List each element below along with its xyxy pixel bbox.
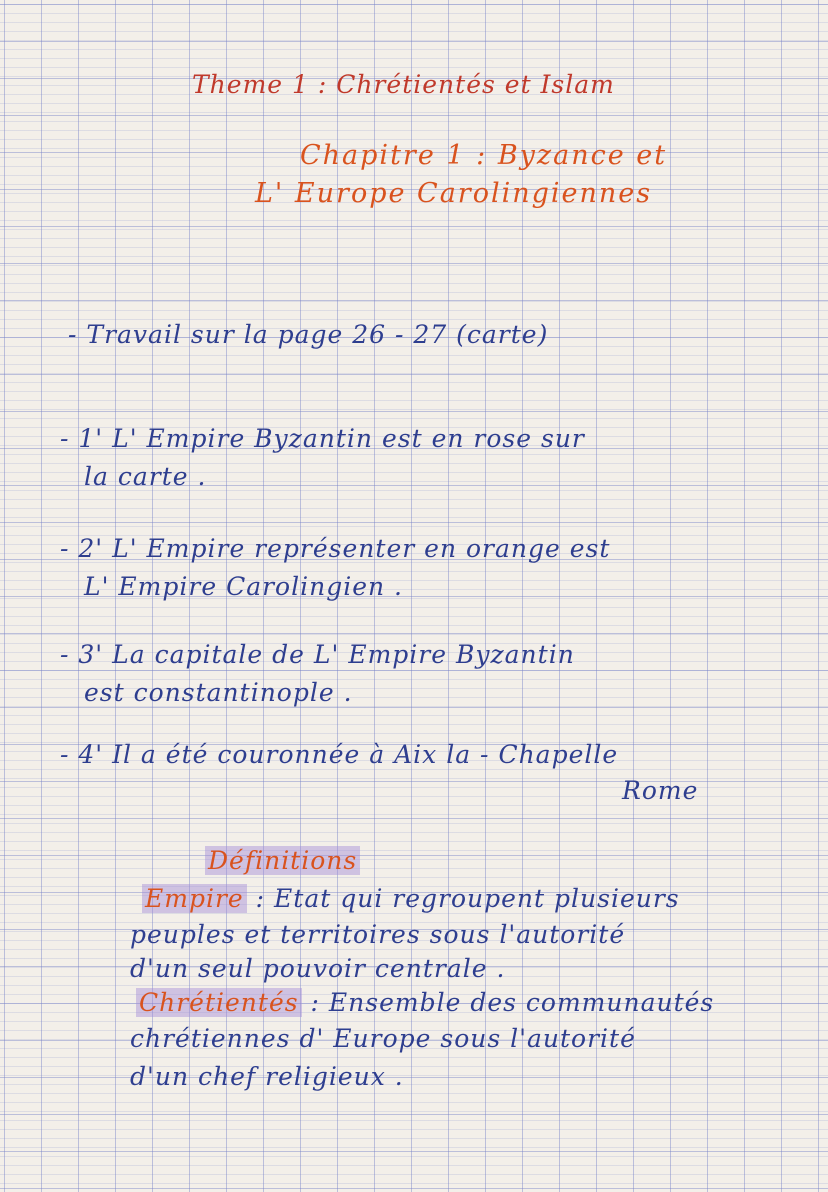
definition-chretientes-line3: d'un chef religieux .: [130, 1062, 404, 1091]
definition-chretientes-line1: [136, 988, 714, 1017]
work-line: - Travail sur la page 26 - 27 (carte): [68, 320, 549, 349]
definition-text: Etat qui regroupent plusieurs: [274, 884, 680, 913]
chapter-title-line2: L' Europe Carolingiennes: [255, 178, 653, 209]
definition-term-empire: Empire: [142, 884, 247, 913]
definition-chretientes-line2: chrétiennes d' Europe sous l'autorité: [130, 1024, 636, 1053]
answer-1-line2: la carte .: [84, 462, 207, 491]
theme-title: Theme 1 : Chrétientés et Islam: [192, 70, 615, 99]
answer-1-line1: - 1' L' Empire Byzantin est en rose sur: [60, 424, 585, 453]
definition-sep: :: [246, 884, 275, 913]
definitions-heading: [205, 846, 360, 875]
answer-2-line1: - 2' L' Empire représenter en orange est: [60, 534, 611, 563]
definition-sep: :: [301, 988, 329, 1017]
answer-3-line2: est constantinople .: [84, 678, 353, 707]
chapter-title-line1: Chapitre 1 : Byzance et: [300, 140, 668, 171]
answer-3-line1: - 3' La capitale de L' Empire Byzantin: [60, 640, 575, 669]
definition-empire-line2: peuples et territoires sous l'autorité: [130, 920, 626, 949]
definition-term-chretientes: Chrétientés: [136, 988, 302, 1017]
answer-4-line2: Rome: [622, 776, 699, 805]
definition-text: Ensemble des communautés: [328, 988, 715, 1017]
definition-empire-line1: [142, 884, 680, 913]
answer-4-line1: - 4' Il a été couronnée à Aix la - Chapelle: [60, 740, 619, 769]
definition-empire-line3: d'un seul pouvoir centrale .: [130, 954, 506, 983]
definitions-heading-text: Définitions: [205, 846, 360, 875]
answer-2-line2: L' Empire Carolingien .: [84, 572, 403, 601]
